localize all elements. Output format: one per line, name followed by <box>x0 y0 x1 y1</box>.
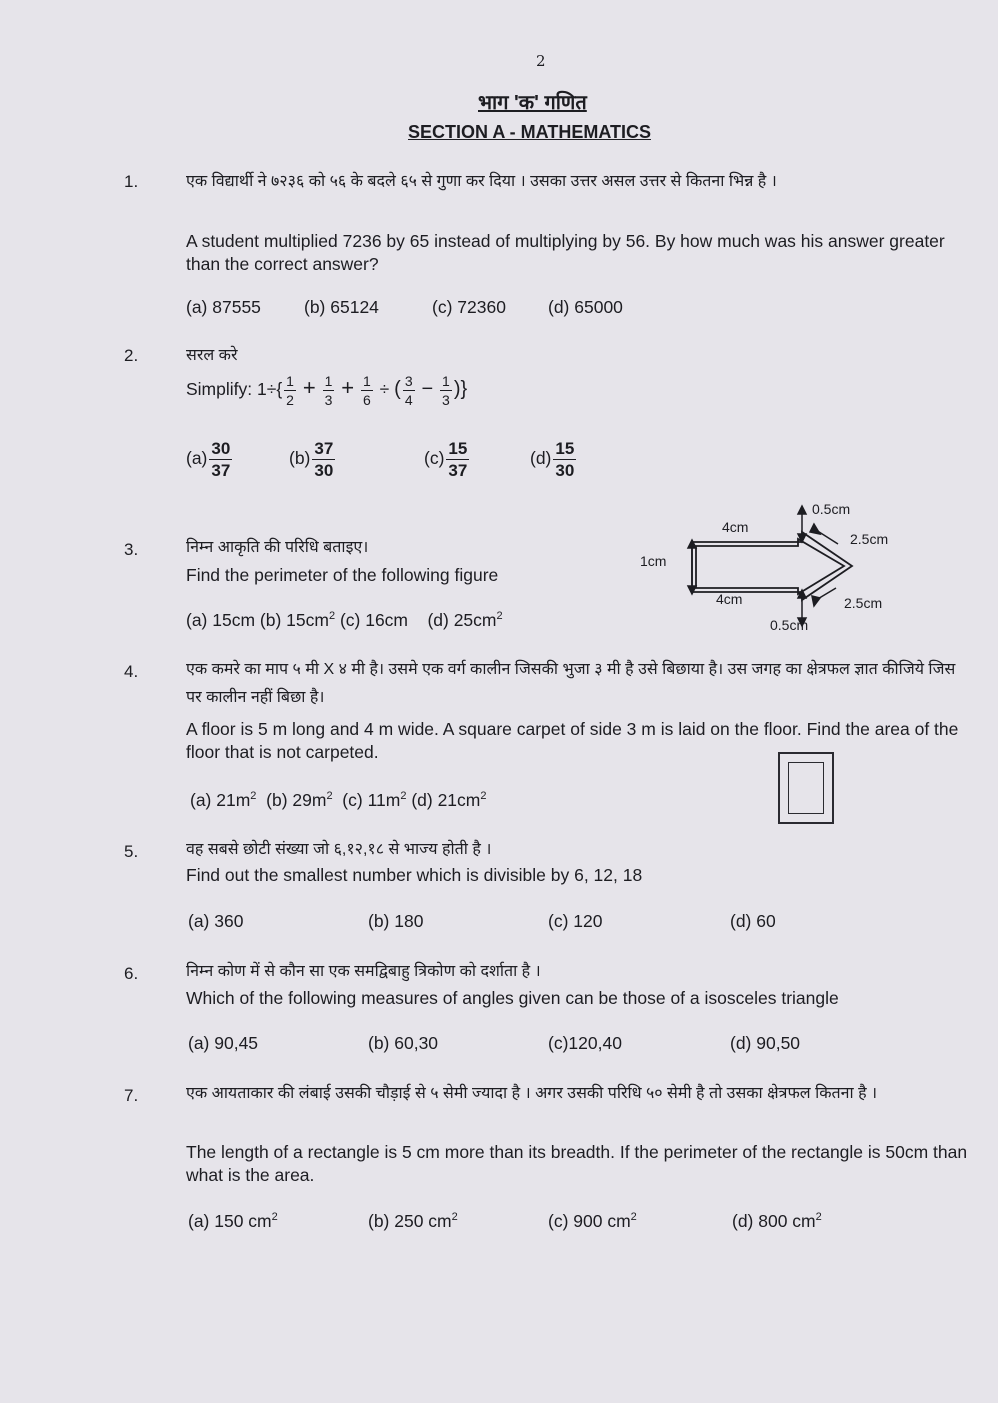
label-top: 4cm <box>722 519 749 535</box>
question-text-english: Find out the smallest number which is divisible by 6, 12, 18 <box>186 865 643 885</box>
label-lower-slant: 2.5cm <box>844 595 883 611</box>
option-a: (a) 360 <box>188 911 244 931</box>
option-c: (c)120,40 <box>548 1033 622 1053</box>
label-bottom: 4cm <box>716 591 743 607</box>
option-c: (c) $\frac{15}{37}$ <box>424 439 468 480</box>
simplify-expression: Simplify: 1÷{ $\frac{1}{2}$ + $\frac{1}{3}$ + $\frac{1}{6}$ ÷ ( $\frac{3}{4}$ − $\frac{1}{3}$ )} <box>186 373 468 408</box>
option-c: (c) 120 <box>548 911 603 931</box>
option-d: (d) 90,50 <box>730 1033 801 1053</box>
label-upper-slant: 2.5cm <box>850 531 889 547</box>
option-d: (d) $\frac{15}{30}$ <box>530 439 575 480</box>
option-b: (b) 250 $cm^2$ <box>368 1211 458 1231</box>
fraction: $\frac{1}{2}$ <box>286 373 294 408</box>
question-text-english: Which of the following measures of angles given can be those of a isosceles triangle <box>186 988 839 1008</box>
fraction: $\frac{3}{4}$ <box>404 373 413 408</box>
question-number: 1. <box>124 172 139 191</box>
question-text-english: The length of a rectangle is 5 cm more than its breadth. If the perimeter of the rectangle is 50cm than what is the area. <box>186 1142 968 1185</box>
section-title-hindi: भाग 'क' गणित <box>478 92 587 114</box>
question-number: 2. <box>124 346 139 365</box>
option-b: (b) 180 <box>368 911 424 931</box>
option-b: (b) 60,30 <box>368 1033 439 1053</box>
carpet-figure <box>778 752 834 824</box>
label-top-right: 0.5cm <box>812 501 851 517</box>
question-text-hindi: सरल करे <box>186 347 238 364</box>
option-b: (b) $\frac{37}{30}$ <box>289 439 334 480</box>
question-text-hindi: निम्न आकृति की परिधि बताइए। <box>186 539 369 556</box>
option-d: (d) 65000 <box>548 297 623 317</box>
question-text-hindi: निम्न कोण में से कौन सा एक समद्विबाहु त्रिकोण को दर्शाता है । <box>186 963 541 980</box>
option-b: (b) 65124 <box>304 297 379 317</box>
expression-prefix: Simplify: 1÷{ <box>186 379 283 400</box>
fraction: $\frac{1}{3}$ <box>442 373 450 408</box>
question-text-hindi: एक कमरे का माप ५ मी X ४ मी है। उसमे एक वर्ग कालीन जिसकी भुजा ३ मी है उसे बिछाया है। उस जगह का क्षेत्रफल ज्ञात कीजिये जिस पर कालीन नहीं बिछा है। <box>186 661 956 706</box>
arrow-figure <box>630 500 910 640</box>
page-number: 2 <box>536 52 546 70</box>
label-bottom-right: 0.5cm <box>770 617 809 633</box>
question-text-hindi: वह सबसे छोटी संख्या जो ६,१२,१८ से भाज्य होती है । <box>186 841 492 858</box>
option-c: (c) 72360 <box>432 297 506 317</box>
question-text-english: A floor is 5 m long and 4 m wide. A square carpet of side 3 m is laid on the floor. Find the area of the floor that is not carpeted. <box>186 719 959 762</box>
question-number: 3. <box>124 540 139 559</box>
options: (a) 15cm (b) $15cm^2$ (c) 16cm (d) $25cm^2$ <box>186 610 503 630</box>
fraction: $\frac{1}{6}$ <box>362 373 371 408</box>
option-a: (a) $\frac{30}{37}$ <box>186 439 231 480</box>
option-a: (a) 87555 <box>186 297 261 317</box>
question-number: 7. <box>124 1086 139 1105</box>
question-text-english: Find the perimeter of the following figure <box>186 565 499 585</box>
option-d: (d) 60 <box>730 911 776 931</box>
question-number: 4. <box>124 662 139 681</box>
option-a: (a) 150 $cm^2$ <box>188 1211 278 1231</box>
option-d: (d) 800 $cm^2$ <box>732 1211 822 1231</box>
options: (a) $21m^2$ (b) $29m^2$ (c) $11m^2$ (d) $21cm^2$ <box>190 790 487 810</box>
fraction: $\frac{1}{3}$ <box>324 373 333 408</box>
question-text-english: A student multiplied 7236 by 65 instead of multiplying by 56. By how much was his answer greater than the correct answer? <box>186 231 945 274</box>
question-number: 5. <box>124 842 139 861</box>
option-c: (c) 900 $cm^2$ <box>548 1211 637 1231</box>
label-left: 1cm <box>640 553 667 569</box>
question-text-hindi: एक विद्यार्थी ने ७२३६ को ५६ के बदले ६५ से गुणा कर दिया । उसका उत्तर असल उत्तर से कितना भिन्न है । <box>186 173 777 190</box>
question-number: 6. <box>124 964 139 983</box>
option-a: (a) 90,45 <box>188 1033 259 1053</box>
question-text-hindi: एक आयताकार की लंबाई उसकी चौड़ाई से ५ सेमी ज्यादा है । अगर उसकी परिधि ५० सेमी है तो उसका क्षेत्रफल कितना है । <box>186 1085 878 1102</box>
section-title-english: SECTION A - MATHEMATICS <box>408 122 651 142</box>
